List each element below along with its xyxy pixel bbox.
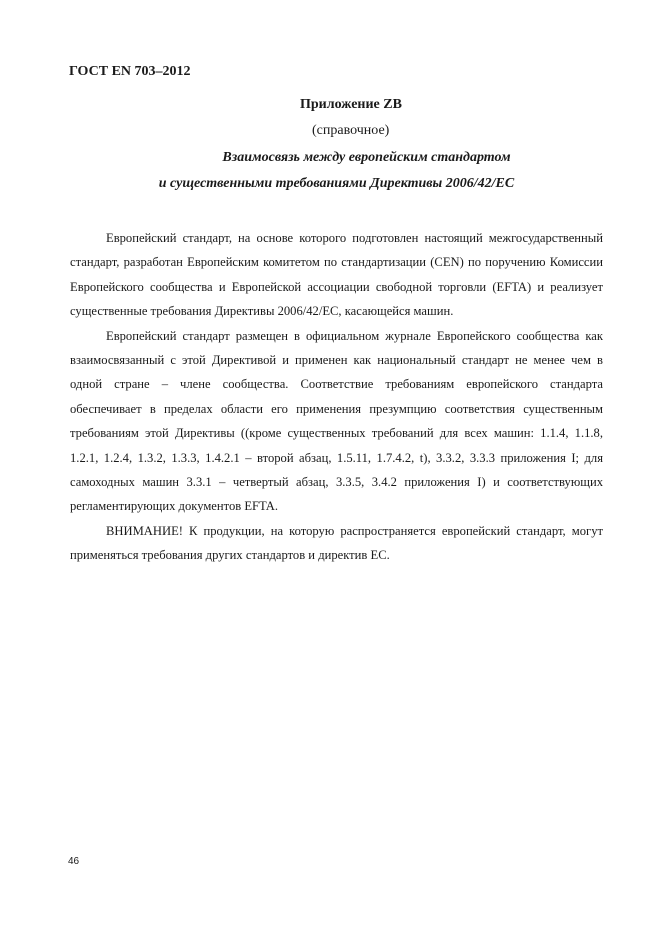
paragraph: Европейский стандарт размещен в официальном журнале Европейского сообщества как взаимосвязанный с этой Директивой и применен как национальный стандарт не менее чем в одной стране – члене сообщества. Соответствие требованиям европейского стандарта обеспечивает в пределах области его применения презумпцию соответствия существенным требованиям этой Директивы ((кроме существенных требований для всех машин: 1.1.4, 1.1.8, 1.2.1, 1.2.4, 1.3.2, 1.3.3, 1.4.2.1 – второй абзац, 1.5.11, 1.7.4.2, t), 3.3.2, 3.3.3 приложения I; для самоходных машин 3.3.1 – четвертый абзац, 3.3.5, 3.4.2 приложения I) и соответствующих регламентирующих документов EFTA.: [70, 328, 603, 514]
annex-title: Приложение ZB: [300, 97, 402, 112]
paragraph: ВНИМАНИЕ! К продукции, на которую распространяется европейский стандарт, могут применяться требования других стандартов и директив ЕС.: [70, 523, 603, 563]
annex-heading-line-2: и существенными требованиями Директивы 2006/42/ЕС: [158, 176, 515, 191]
paragraph: Европейский стандарт, на основе которого подготовлен настоящий межгосударственный стандарт, разработан Европейским комитетом по стандартизации (CEN) по поручению Комиссии Европейского сообщества и Европейской ассоциации свободной торговли (EFTA) и реализует существенные требования Директивы 2006/42/ЕС, касающейся машин.: [70, 231, 603, 319]
body-text: [70, 226, 603, 568]
annex-type: (справочное): [312, 123, 390, 138]
page-number: 46: [68, 856, 80, 867]
annex-heading-line-1: Взаимосвязь между европейским стандартом: [222, 150, 511, 165]
document-code: ГОСТ EN 703–2012: [69, 64, 191, 79]
